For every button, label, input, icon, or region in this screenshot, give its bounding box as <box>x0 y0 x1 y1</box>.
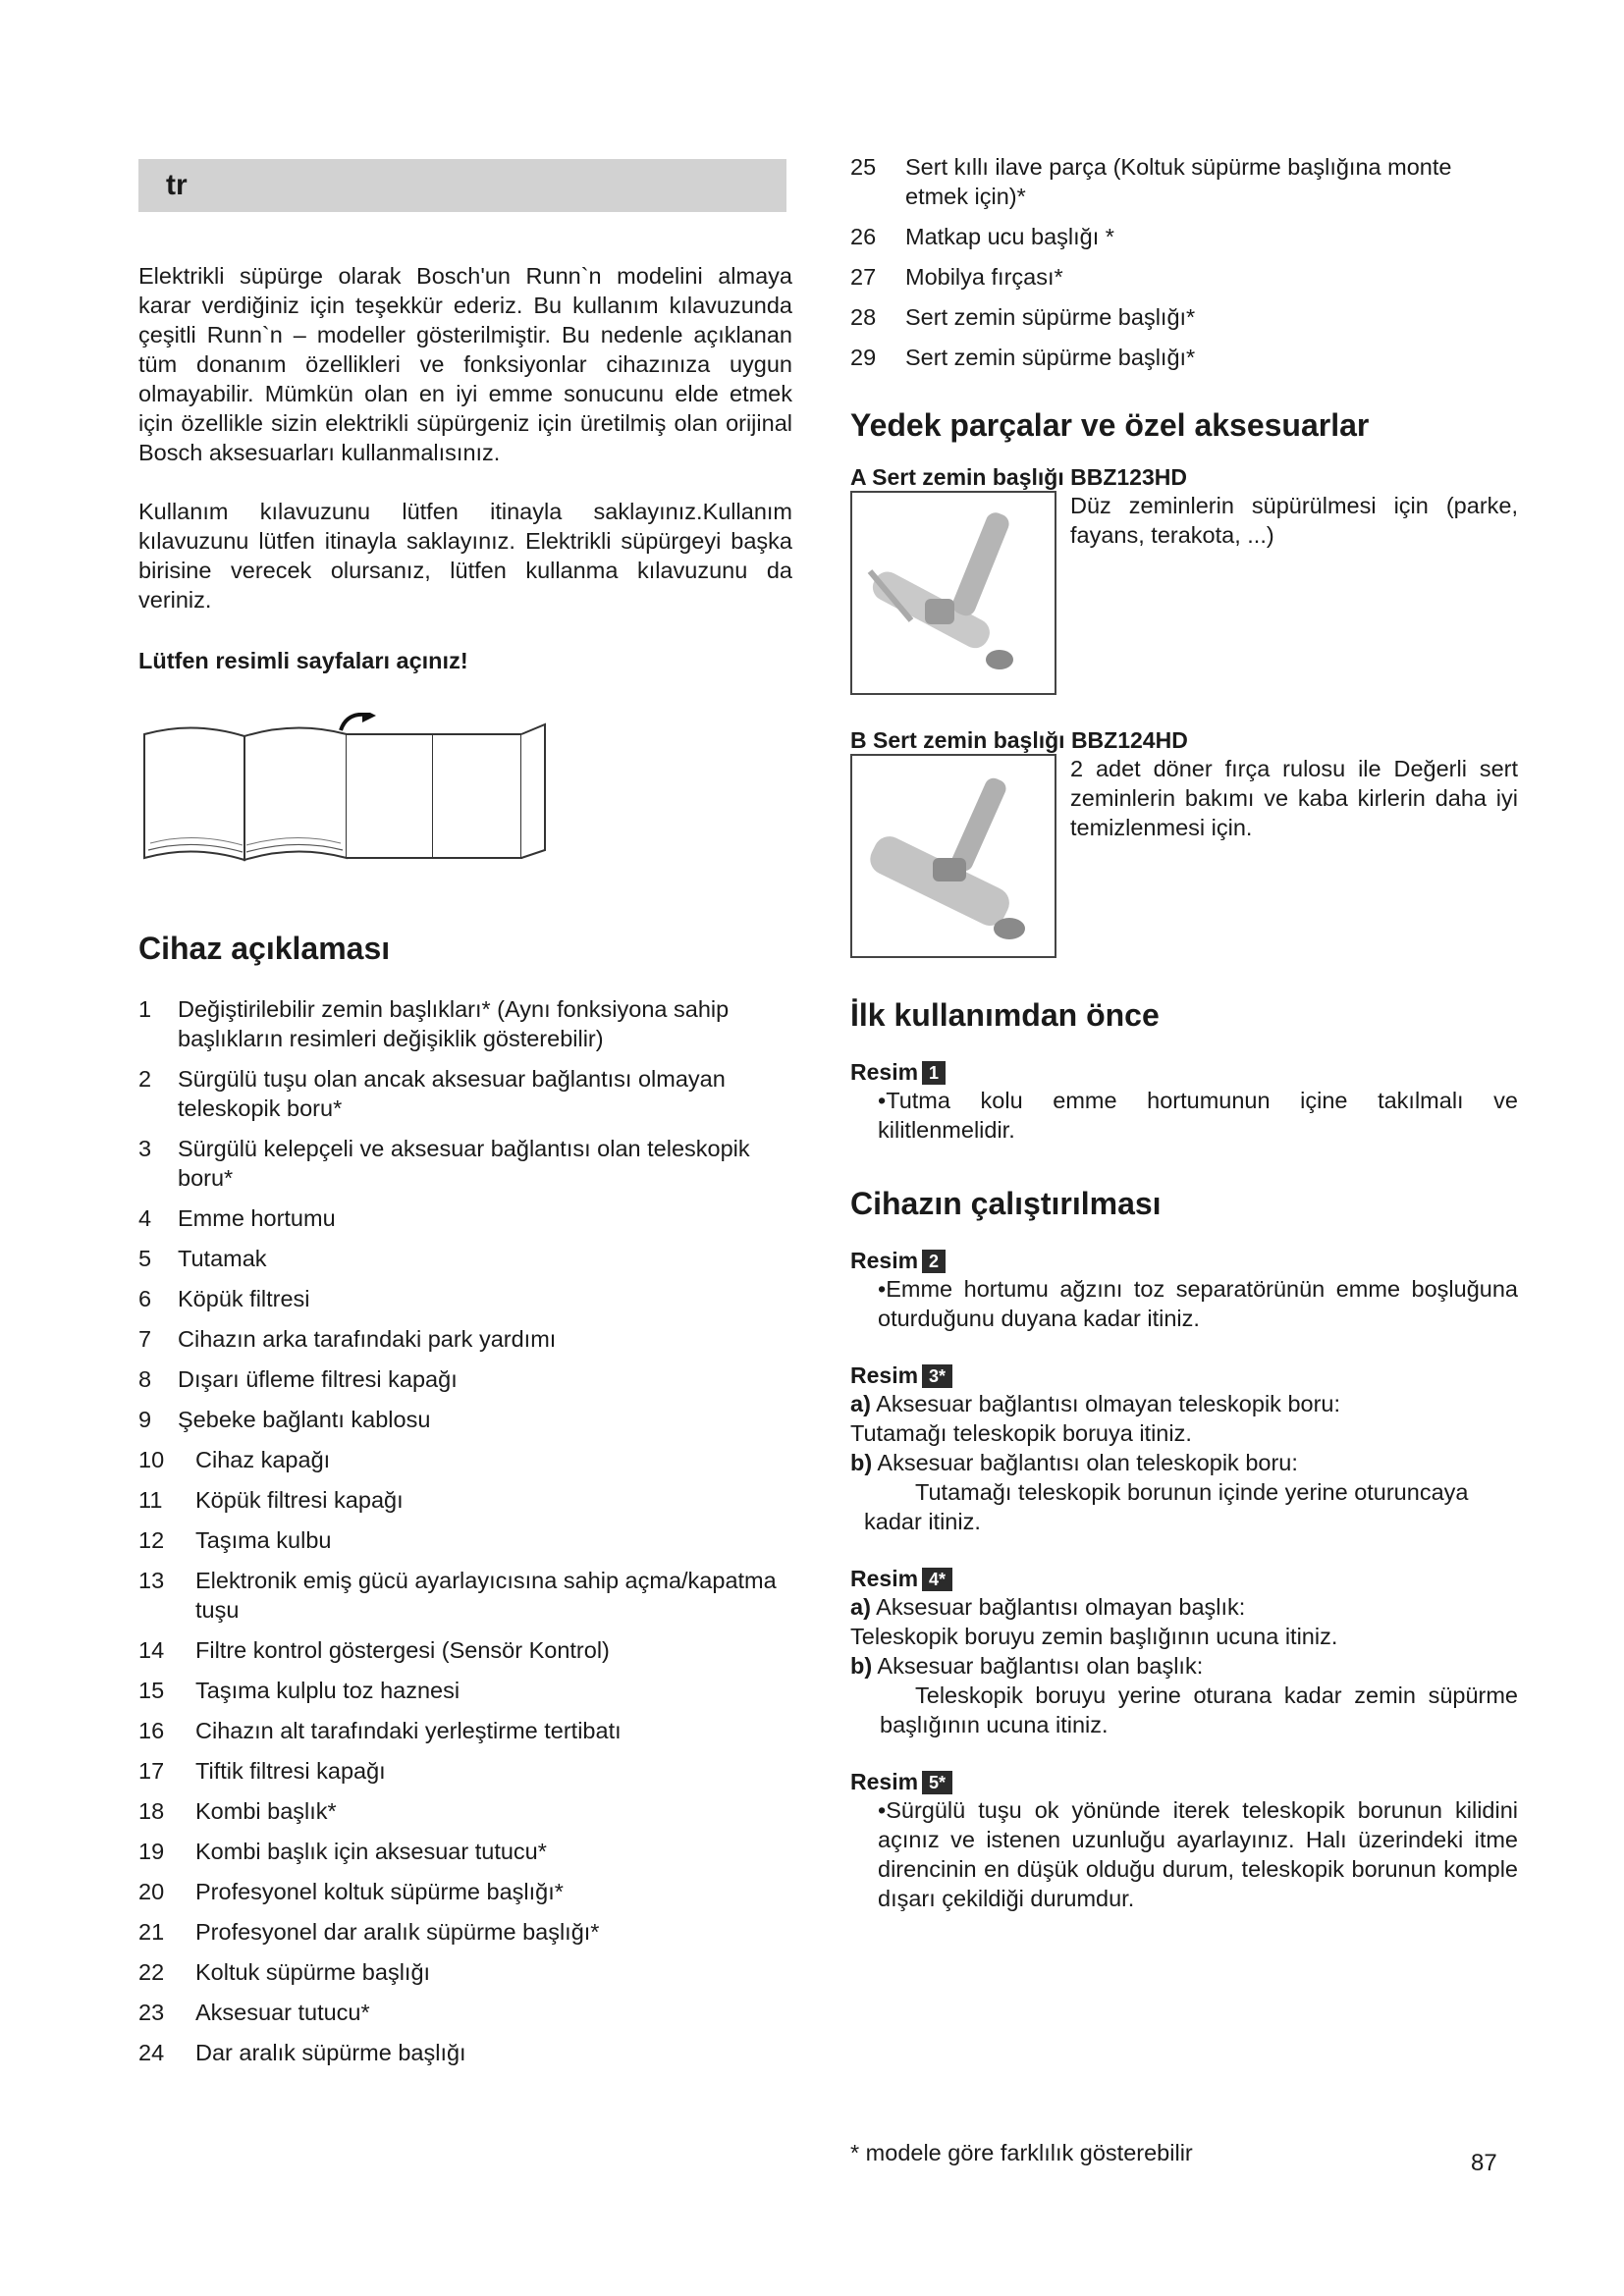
step-figure-3a: a) Aksesuar bağlantısı olmayan teleskopik boru: <box>850 1391 1341 1416</box>
before-first-use-heading: İlk kullanımdan önce <box>850 997 1160 1033</box>
first-use-step: •Tutma kolu emme hortumunun içine takılmalı ve kilitlenmelidir. <box>878 1088 1518 1143</box>
list-item: 17 Tiftik filtresi kapağı <box>138 1758 386 1784</box>
list-item: 2 Sürgülü tuşu olan ancak aksesuar bağlantısı olmayan teleskopik boru* <box>138 1066 726 1121</box>
list-item: 28 Sert zemin süpürme başlığı* <box>850 304 1196 330</box>
device-parts-list <box>138 994 792 2067</box>
hard-floor-nozzle-image <box>850 491 1056 695</box>
language-bar <box>138 159 786 212</box>
device-parts-list-continued <box>850 152 1518 372</box>
list-item: 15 Taşıma kulplu toz haznesi <box>138 1678 460 1703</box>
intro-section <box>138 261 792 675</box>
list-item: 12 Taşıma kulbu <box>138 1527 332 1553</box>
list-item: 7 Cihazın arka tarafındaki park yardımı <box>138 1326 557 1352</box>
accessory-b <box>850 754 1518 958</box>
fold-out-book-illustration <box>138 713 551 870</box>
footnote: * modele göre farklılık gösterebilir <box>850 2140 1193 2165</box>
figure-ref-3: Resim 3* <box>850 1362 1518 1389</box>
step-figure-4b-detail: Teleskopik boruyu yerine oturana kadar zemin süpürme başlığının ucuna itiniz. <box>880 1682 1518 1737</box>
intro-paragraph-2: Kullanım kılavuzunu lütfen itinayla saklayınız.Kullanım kılavuzunu lütfen itinayla saklayınız. Elektrikli süpürgeyi başka birisine verecek olursanız, lütfen kullanma kılavuzunu da veriniz. <box>138 499 792 613</box>
intro-paragraph-1: Elektrikli süpürge olarak Bosch'un Runn`n modelini almaya karar verdiğiniz için teşekkür ederiz. Bu kullanım kılavuzunda çeşitli Runn`n – modeller gösterilmiştir. Bu nedenle açıklanan tüm donanım özellikleri ve fonksiyonlar cihazınıza uygun olmayabilir. Mümkün olan en iyi emme sonucunu elde etmek için özellikle sizin elektrikli süpürgeniz için üretilmiş olan orijinal Bosch aksesuarları kullanmalısınız. <box>138 263 792 465</box>
list-item: 5 Tutamak <box>138 1246 267 1271</box>
accessory-b-title: B Sert zemin başlığı BBZ124HD <box>850 727 1188 753</box>
list-item: 25 Sert kıllı ilave parça (Koltuk süpürme başlığına monte etmek için)* <box>850 154 1452 209</box>
brush-roller-nozzle-image <box>850 754 1056 958</box>
list-item: 4 Emme hortumu <box>138 1205 336 1231</box>
figure-ref-2: Resim 2 <box>850 1248 1518 1274</box>
list-item: 11 Köpük filtresi kapağı <box>138 1487 404 1513</box>
list-item: 19 Kombi başlık için aksesuar tutucu* <box>138 1839 547 1864</box>
operating-heading: Cihazın çalıştırılması <box>850 1186 1162 1221</box>
spare-parts-heading: Yedek parçalar ve özel aksesuarlar <box>850 407 1370 443</box>
list-item: 27 Mobilya fırçası* <box>850 264 1063 290</box>
step-figure-3a-detail: Tutamağı teleskopik boruya itiniz. <box>850 1420 1192 1446</box>
list-item: 10 Cihaz kapağı <box>138 1447 331 1472</box>
list-item: 20 Profesyonel koltuk süpürme başlığı* <box>138 1879 564 1904</box>
step-figure-5: •Sürgülü tuşu ok yönünde iterek teleskopik borunun kilidini açınız ve istenen uzunluğu ayarlayınız. Halı üzerindeki itme direncinin en düşük olduğu durum, teleskopik borunun komple dışarı çekildiği durumdur. <box>878 1797 1518 1911</box>
page-number: 87 <box>1471 2150 1497 2176</box>
list-item: 26 Matkap ucu başlığı * <box>850 224 1114 249</box>
step-figure-3b: b) Aksesuar bağlantısı olan teleskopik boru: <box>850 1450 1298 1475</box>
step-figure-4a-detail: Teleskopik boruyu zemin başlığının ucuna itiniz. <box>850 1624 1338 1649</box>
open-pages-instruction: Lütfen resimli sayfaları açınız! <box>138 648 468 673</box>
figure-ref-5: Resim 5* <box>850 1769 1518 1795</box>
list-item: 18 Kombi başlık* <box>138 1798 337 1824</box>
step-figure-4b: b) Aksesuar bağlantısı olan başlık: <box>850 1653 1204 1679</box>
language-label: tr <box>166 169 188 201</box>
accessory-b-description: 2 adet döner fırça rulosu ile Değerli sert zeminlerin bakımı ve kaba kirlerin daha iyi temizlenmesi için. <box>1070 756 1518 840</box>
right-column <box>850 152 1518 1913</box>
list-item: 24 Dar aralık süpürme başlığı <box>138 2040 466 2065</box>
list-item: 29 Sert zemin süpürme başlığı* <box>850 345 1196 370</box>
list-item: 6 Köpük filtresi <box>138 1286 310 1311</box>
figure-ref-1: Resim 1 <box>850 1059 1518 1086</box>
figure-ref-4: Resim 4* <box>850 1566 1518 1592</box>
device-description-heading: Cihaz açıklaması <box>138 931 391 966</box>
accessory-a <box>850 491 1518 695</box>
step-figure-3b-detail: Tutamağı teleskopik borunun içinde yerine oturuncaya kadar itiniz. <box>864 1479 1469 1534</box>
list-item: 3 Sürgülü kelepçeli ve aksesuar bağlantısı olan teleskopik boru* <box>138 1136 750 1191</box>
list-item: 1 Değiştirilebilir zemin başlıkları* (Aynı fonksiyona sahip başlıkların resimleri değişiklik gösterebilir) <box>138 996 730 1051</box>
list-item: 9 Şebeke bağlantı kablosu <box>138 1407 431 1432</box>
step-figure-2: •Emme hortumu ağzını toz separatörünün emme boşluğuna oturduğunu duyana kadar itiniz. <box>878 1276 1518 1331</box>
list-item: 14 Filtre kontrol göstergesi (Sensör Kontrol) <box>138 1637 610 1663</box>
list-item: 8 Dışarı üfleme filtresi kapağı <box>138 1366 458 1392</box>
list-item: 22 Koltuk süpürme başlığı <box>138 1959 431 1985</box>
step-figure-4a: a) Aksesuar bağlantısı olmayan başlık: <box>850 1594 1246 1620</box>
list-item: 13 Elektronik emiş gücü ayarlayıcısına sahip açma/kapatma tuşu <box>138 1568 777 1623</box>
list-item: 16 Cihazın alt tarafındaki yerleştirme tertibatı <box>138 1718 622 1743</box>
list-item: 23 Aksesuar tutucu* <box>138 2000 370 2025</box>
accessory-a-description: Düz zeminlerin süpürülmesi için (parke, fayans, terakota, ...) <box>1070 493 1518 548</box>
left-column <box>138 159 792 2078</box>
accessory-a-title: A Sert zemin başlığı BBZ123HD <box>850 464 1187 490</box>
list-item: 21 Profesyonel dar aralık süpürme başlığı* <box>138 1919 600 1945</box>
